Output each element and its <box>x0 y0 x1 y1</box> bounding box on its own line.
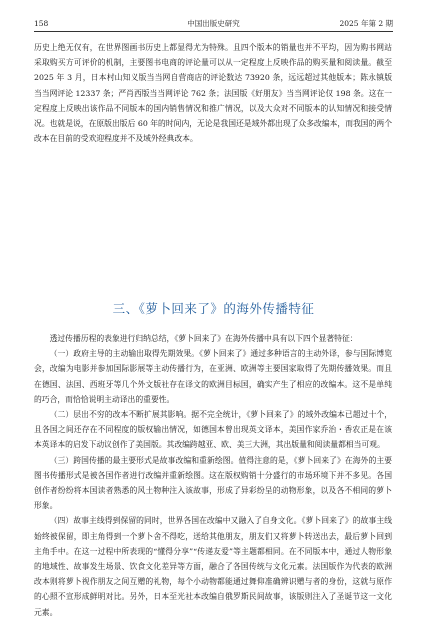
body-paragraph-3: （三）跨国传播的最主要形式是故事改编和重新绘图。值得注意的是，《萝卜回来了》在海外的主要图书传播形式是被各国作者进行改编并重新绘图。这在版权购销十分盛行的市场环境下并不多见。各国创作者纷纷将本国读者熟悉的风土物种注入该故事，形成了异彩纷呈的动物形象，以及各不相同的萝卜形象。 <box>34 455 392 511</box>
continuation-text <box>34 40 392 146</box>
body-paragraph-intro: 透过传播历程的表象进行归纳总结，《萝卜回来了》在海外传播中具有以下四个显著特征： <box>49 334 358 343</box>
journal-title: 中国出版史研究 <box>187 19 240 28</box>
running-header <box>34 17 393 32</box>
body-paragraph-4: （四）故事主线得到保留的同时，世界各国在改编中又融入了自身文化。《萝卜回来了》的故事主线始终被保留，即主角得到一个萝卜舍不得吃，送给其他朋友，朋友们又将萝卜转送出去，最后萝卜回到主角手中。在这一过程中所表现的“懂得分享”“传递友爱”等主题都相同。在不同版本中，通过人物形象的地域性、故事发生场景、饮食文化差异等方面，融合了各国传统与文化元素。法国版作为代表的欧洲改本则将萝卜视作朋友之间互赠的礼物，每个小动物都能通过舞仰准确辨识赠与者的身份，这就与原作的心照不宣形成鲜明对比。另外，日本至光社本改编自俄罗斯民间故事，该版则注入了圣诞节这一文化元素。 <box>34 516 392 617</box>
body-paragraph-2: （二）层出不穷的改本不断扩展其影响。据不完全统计，《萝卜回来了》的域外改编本已超过十个，且各国之间还存在不同程度的版权输出情况，如德国本曾出现英文译本，美国作家乔治・香农正是在该本英译本的启发下动议创作了美国版。其改编跨越亚、欧、美三大洲，其出版量和阅读量都相当可观。 <box>34 410 392 450</box>
page-number: 158 <box>34 19 49 28</box>
issue-label: 2025 年第 2 期 <box>339 19 393 28</box>
body-paragraph-1: （一）政府主导的主动输出取得先期效果。《萝卜回来了》通过多种语言的主动外译，参与国际博览会，改编为电影并参加国际影展等主动传播行为，在亚洲、欧洲等主要国家取得了先期传播效果。而且在德国、法国、西班牙等几个外文版社存在译文的欧洲目标国，确实产生了相应的改编本。这不是单纯的巧合，而恰恰说明主动译出的重要性。 <box>34 349 392 404</box>
continuation-paragraph: 历史上绝无仅有，在世界图画书历史上都显得尤为特殊。且四个版本的销量也并不平均，因为购书网站采取购买方可评价的机制，主要图书电商的评论量可以从一定程度上反映作品的购买量和阅读量。截至 2025 年 3 月，日本村山知义版当当网自营商店的评论数达 73920 条，远远超过其他版本；陈永镇版当当网评论 12337 条；严肖西版当当网评论 762 条；法国版《好朋友》当当网评论仅 198 条。这在一定程度上反映出该作品不同版本的国内销售情况和推广情况，以及大众对不同版本的认知情况和接受情况。也就是说，在原版出版后 60 年的时间内，无论是我国还是域外都出现了众多改编本，而我国的两个改本在目前的受欢迎程度并不及域外经典改本。 <box>34 43 392 144</box>
section-heading: 三、《萝卜回来了》的海外传播特征 <box>112 301 315 316</box>
section-body <box>34 331 392 620</box>
